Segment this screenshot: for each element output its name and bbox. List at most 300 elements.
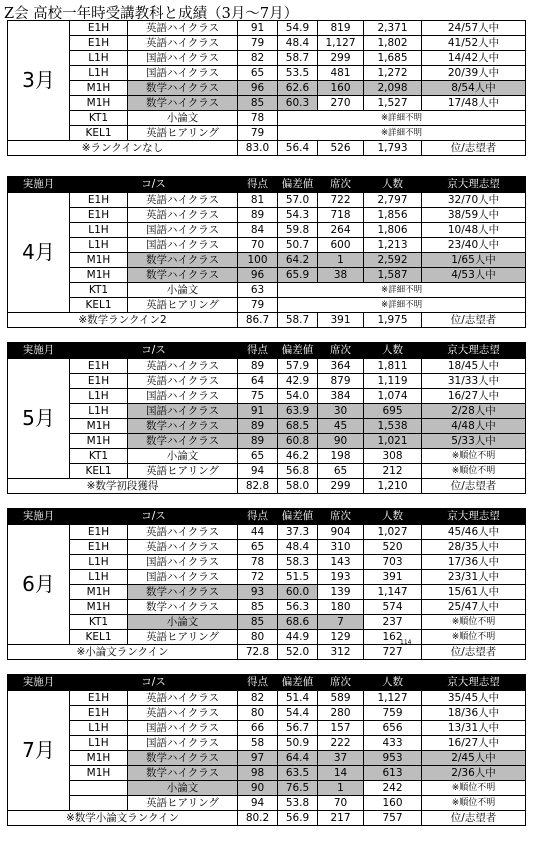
- note: ※詳細不明: [278, 298, 526, 313]
- stray-mark: 114: [400, 639, 412, 646]
- summary-cell: 526: [318, 141, 364, 156]
- kyoto-rank: 24/57人中: [422, 21, 526, 36]
- score: 65: [238, 66, 278, 81]
- examinees: 160: [364, 796, 422, 811]
- kyoto-rank: 32/70人中: [422, 193, 526, 208]
- examinees: 1,802: [364, 36, 422, 51]
- kyoto-rank: ※順位不明: [422, 615, 526, 630]
- score: 81: [238, 193, 278, 208]
- course-code: M1H: [70, 96, 128, 111]
- kyoto-rank: 17/48人中: [422, 96, 526, 111]
- course-code: E1H: [70, 691, 128, 706]
- table-row: [8, 630, 526, 645]
- course-name: 国語ハイクラス: [128, 223, 238, 238]
- rank: 722: [318, 193, 364, 208]
- course-code: L1H: [70, 223, 128, 238]
- course-code: E1H: [70, 193, 128, 208]
- rank: 1: [318, 781, 364, 796]
- rank: 90: [318, 434, 364, 449]
- summary-label: ※ランクインなし: [8, 141, 238, 156]
- deviation: 50.9: [278, 736, 318, 751]
- header-cell: 実施月: [8, 675, 70, 691]
- score: 70: [238, 238, 278, 253]
- course-name: 英語ハイクラス: [128, 193, 238, 208]
- table-row: [8, 811, 526, 826]
- course-name: 数学ハイクラス: [128, 268, 238, 283]
- deviation: 48.4: [278, 36, 318, 51]
- rank: 143: [318, 555, 364, 570]
- deviation: 57.0: [278, 193, 318, 208]
- course-name: 英語ハイクラス: [128, 540, 238, 555]
- examinees: 1,127: [364, 691, 422, 706]
- summary-cell: 位/志望者: [422, 645, 526, 660]
- rank: 139: [318, 585, 364, 600]
- course-code: KEL1: [70, 630, 128, 645]
- kyoto-rank: 2/28人中: [422, 404, 526, 419]
- course-name: 数学ハイクラス: [128, 253, 238, 268]
- deviation: 54.3: [278, 208, 318, 223]
- course-name: 英語ヒアリング: [128, 298, 238, 313]
- deviation: 57.9: [278, 359, 318, 374]
- score: 80: [238, 630, 278, 645]
- course-code: KEL1: [70, 464, 128, 479]
- course-code: M1H: [70, 766, 128, 781]
- course-code: L1H: [70, 570, 128, 585]
- course-code: KT1: [70, 449, 128, 464]
- rank: 180: [318, 600, 364, 615]
- deviation: 63.9: [278, 404, 318, 419]
- score: 96: [238, 81, 278, 96]
- deviation: 60.0: [278, 585, 318, 600]
- table-row: [8, 585, 526, 600]
- examinees: 2,592: [364, 253, 422, 268]
- table-row: [8, 374, 526, 389]
- kyoto-rank: 2/45人中: [422, 751, 526, 766]
- kyoto-rank: ※順位不明: [422, 781, 526, 796]
- course-name: 国語ハイクラス: [128, 555, 238, 570]
- kyoto-rank: 15/61人中: [422, 585, 526, 600]
- month-table-5: [7, 674, 526, 826]
- course-code: E1H: [70, 706, 128, 721]
- deviation: 56.8: [278, 464, 318, 479]
- table-row: [8, 141, 526, 156]
- score: 82: [238, 691, 278, 706]
- table-row: [8, 81, 526, 96]
- header-cell: 席次: [318, 675, 364, 691]
- rank: 37: [318, 751, 364, 766]
- examinees: 237: [364, 615, 422, 630]
- examinees: 1,021: [364, 434, 422, 449]
- deviation: 51.5: [278, 570, 318, 585]
- month-label: 6月: [8, 525, 70, 645]
- table-row: [8, 525, 526, 540]
- course-name: 数学ハイクラス: [128, 585, 238, 600]
- course-name: 英語ハイクラス: [128, 525, 238, 540]
- score: 94: [238, 464, 278, 479]
- deviation: 68.6: [278, 615, 318, 630]
- month-table-3: [7, 342, 526, 494]
- examinees: 1,213: [364, 238, 422, 253]
- course-code: KT1: [70, 111, 128, 126]
- table-row: [8, 268, 526, 283]
- rank: 65: [318, 464, 364, 479]
- course-code: E1H: [70, 208, 128, 223]
- course-name: 数学ハイクラス: [128, 96, 238, 111]
- score: 79: [238, 36, 278, 51]
- rank: 45: [318, 419, 364, 434]
- examinees: 242: [364, 781, 422, 796]
- month-table-1: [7, 20, 526, 156]
- summary-cell: 1,793: [364, 141, 422, 156]
- deviation: 63.5: [278, 766, 318, 781]
- table-row: [8, 781, 526, 796]
- course-name: 国語ハイクラス: [128, 389, 238, 404]
- score: 84: [238, 223, 278, 238]
- examinees: 1,027: [364, 525, 422, 540]
- deviation: 46.2: [278, 449, 318, 464]
- rank: 157: [318, 721, 364, 736]
- course-name: 国語ハイクラス: [128, 736, 238, 751]
- examinees: 613: [364, 766, 422, 781]
- examinees: 1,538: [364, 419, 422, 434]
- examinees: 162: [364, 630, 422, 645]
- deviation: 60.3: [278, 96, 318, 111]
- course-name: 小論文: [128, 781, 238, 796]
- examinees: 2,098: [364, 81, 422, 96]
- examinees: 433: [364, 736, 422, 751]
- table-row: [8, 766, 526, 781]
- table-row: [8, 389, 526, 404]
- header-row: [8, 177, 526, 193]
- kyoto-rank: 23/40人中: [422, 238, 526, 253]
- summary-cell: 80.2: [238, 811, 278, 826]
- score: 93: [238, 585, 278, 600]
- deviation: 76.5: [278, 781, 318, 796]
- deviation: 68.5: [278, 419, 318, 434]
- course-name: 英語ヒアリング: [128, 126, 238, 141]
- header-cell: 人数: [364, 509, 422, 525]
- rank: 904: [318, 525, 364, 540]
- rank: 310: [318, 540, 364, 555]
- course-code: M1H: [70, 81, 128, 96]
- table-row: [8, 223, 526, 238]
- course-code: [70, 796, 128, 811]
- table-row: [8, 691, 526, 706]
- course-name: 国語ハイクラス: [128, 570, 238, 585]
- header-cell: 偏差値: [278, 509, 318, 525]
- course-code: KEL1: [70, 126, 128, 141]
- rank: 299: [318, 51, 364, 66]
- rank: 14: [318, 766, 364, 781]
- examinees: 695: [364, 404, 422, 419]
- month-label: 5月: [8, 359, 70, 479]
- month-table-2: [7, 176, 526, 328]
- deviation: 59.8: [278, 223, 318, 238]
- kyoto-rank: 31/33人中: [422, 374, 526, 389]
- summary-cell: 83.0: [238, 141, 278, 156]
- summary-cell: 1,975: [364, 313, 422, 328]
- score: 85: [238, 615, 278, 630]
- score: 98: [238, 766, 278, 781]
- kyoto-rank: 2/36人中: [422, 766, 526, 781]
- course-code: L1H: [70, 51, 128, 66]
- course-name: 英語ハイクラス: [128, 359, 238, 374]
- rank: 589: [318, 691, 364, 706]
- summary-cell: 56.9: [278, 811, 318, 826]
- kyoto-rank: 35/45人中: [422, 691, 526, 706]
- header-cell: コ/ス: [70, 675, 238, 691]
- header-cell: コ/ス: [70, 509, 238, 525]
- kyoto-rank: 16/27人中: [422, 736, 526, 751]
- kyoto-rank: 8/54人中: [422, 81, 526, 96]
- deviation: 62.6: [278, 81, 318, 96]
- kyoto-rank: 4/48人中: [422, 419, 526, 434]
- page-title: Z会 高校一年時受講教科と成績（3月〜7月）: [4, 6, 299, 22]
- summary-cell: 217: [318, 811, 364, 826]
- table-row: [8, 570, 526, 585]
- kyoto-rank: ※順位不明: [422, 630, 526, 645]
- table-row: [8, 600, 526, 615]
- table-row: [8, 298, 526, 313]
- table-row: [8, 434, 526, 449]
- course-code: M1H: [70, 600, 128, 615]
- summary-cell: 位/志望者: [422, 479, 526, 494]
- course-name: 英語ヒアリング: [128, 630, 238, 645]
- summary-cell: 86.7: [238, 313, 278, 328]
- header-cell: 席次: [318, 177, 364, 193]
- table-row: [8, 253, 526, 268]
- examinees: 1,527: [364, 96, 422, 111]
- examinees: 953: [364, 751, 422, 766]
- score: 96: [238, 268, 278, 283]
- table-row: [8, 464, 526, 479]
- course-name: 英語ハイクラス: [128, 36, 238, 51]
- score: 78: [238, 111, 278, 126]
- kyoto-rank: 23/31人中: [422, 570, 526, 585]
- table-row: [8, 404, 526, 419]
- examinees: 2,797: [364, 193, 422, 208]
- header-cell: 実施月: [8, 343, 70, 359]
- header-cell: 偏差値: [278, 177, 318, 193]
- course-name: 国語ハイクラス: [128, 238, 238, 253]
- table-row: [8, 419, 526, 434]
- rank: 160: [318, 81, 364, 96]
- course-code: M1H: [70, 751, 128, 766]
- table-row: [8, 96, 526, 111]
- kyoto-rank: 17/36人中: [422, 555, 526, 570]
- note: ※詳細不明: [278, 126, 526, 141]
- rank: 819: [318, 21, 364, 36]
- kyoto-rank: 28/35人中: [422, 540, 526, 555]
- course-name: 英語ヒアリング: [128, 796, 238, 811]
- kyoto-rank: ※順位不明: [422, 796, 526, 811]
- header-cell: 席次: [318, 343, 364, 359]
- summary-cell: 1,210: [364, 479, 422, 494]
- score: 72: [238, 570, 278, 585]
- course-code: [70, 781, 128, 796]
- score: 89: [238, 359, 278, 374]
- summary-cell: 727: [364, 645, 422, 660]
- course-code: E1H: [70, 374, 128, 389]
- examinees: 1,272: [364, 66, 422, 81]
- score: 63: [238, 283, 278, 298]
- header-cell: 京大理志望: [422, 509, 526, 525]
- kyoto-rank: 4/53人中: [422, 268, 526, 283]
- summary-cell: 位/志望者: [422, 811, 526, 826]
- deviation: 54.0: [278, 389, 318, 404]
- kyoto-rank: 25/47人中: [422, 600, 526, 615]
- examinees: 703: [364, 555, 422, 570]
- deviation: 58.3: [278, 555, 318, 570]
- summary-cell: 58.7: [278, 313, 318, 328]
- header-cell: 実施月: [8, 177, 70, 193]
- deviation: 48.4: [278, 540, 318, 555]
- course-name: 英語ヒアリング: [128, 464, 238, 479]
- course-code: L1H: [70, 736, 128, 751]
- course-code: L1H: [70, 238, 128, 253]
- course-code: E1H: [70, 359, 128, 374]
- header-row: [8, 343, 526, 359]
- examinees: 212: [364, 464, 422, 479]
- score: 85: [238, 96, 278, 111]
- kyoto-rank: 10/48人中: [422, 223, 526, 238]
- examinees: 2,371: [364, 21, 422, 36]
- table-row: [8, 21, 526, 36]
- summary-cell: 312: [318, 645, 364, 660]
- examinees: 391: [364, 570, 422, 585]
- deviation: 44.9: [278, 630, 318, 645]
- examinees: 759: [364, 706, 422, 721]
- header-cell: 人数: [364, 343, 422, 359]
- examinees: 656: [364, 721, 422, 736]
- header-cell: 得点: [238, 177, 278, 193]
- score: 65: [238, 449, 278, 464]
- course-code: L1H: [70, 389, 128, 404]
- table-row: [8, 796, 526, 811]
- rank: 129: [318, 630, 364, 645]
- course-code: M1H: [70, 419, 128, 434]
- summary-cell: 58.0: [278, 479, 318, 494]
- header-cell: 人数: [364, 177, 422, 193]
- score: 89: [238, 208, 278, 223]
- table-row: [8, 751, 526, 766]
- course-name: 小論文: [128, 283, 238, 298]
- header-cell: 得点: [238, 343, 278, 359]
- course-code: L1H: [70, 66, 128, 81]
- score: 66: [238, 721, 278, 736]
- header-cell: 席次: [318, 509, 364, 525]
- rank: 384: [318, 389, 364, 404]
- examinees: 308: [364, 449, 422, 464]
- course-name: 小論文: [128, 111, 238, 126]
- deviation: 42.9: [278, 374, 318, 389]
- rank: 264: [318, 223, 364, 238]
- kyoto-rank: 18/45人中: [422, 359, 526, 374]
- table-row: [8, 615, 526, 630]
- course-code: KT1: [70, 283, 128, 298]
- deviation: 53.5: [278, 66, 318, 81]
- score: 82: [238, 51, 278, 66]
- table-row: [8, 283, 526, 298]
- score: 90: [238, 781, 278, 796]
- course-code: L1H: [70, 404, 128, 419]
- header-cell: コ/ス: [70, 343, 238, 359]
- summary-cell: 52.0: [278, 645, 318, 660]
- course-code: M1H: [70, 253, 128, 268]
- summary-cell: 72.8: [238, 645, 278, 660]
- rank: 1: [318, 253, 364, 268]
- note: ※詳細不明: [278, 283, 526, 298]
- course-name: 数学ハイクラス: [128, 419, 238, 434]
- course-code: M1H: [70, 268, 128, 283]
- summary-cell: 位/志望者: [422, 141, 526, 156]
- examinees: 1,147: [364, 585, 422, 600]
- kyoto-rank: 14/42人中: [422, 51, 526, 66]
- kyoto-rank: ※順位不明: [422, 449, 526, 464]
- rank: 879: [318, 374, 364, 389]
- note: ※詳細不明: [278, 111, 526, 126]
- table-row: [8, 555, 526, 570]
- summary-cell: 391: [318, 313, 364, 328]
- summary-cell: 56.4: [278, 141, 318, 156]
- examinees: 1,856: [364, 208, 422, 223]
- score: 85: [238, 600, 278, 615]
- kyoto-rank: 45/46人中: [422, 525, 526, 540]
- course-name: 小論文: [128, 449, 238, 464]
- header-cell: 偏差値: [278, 343, 318, 359]
- examinees: 1,685: [364, 51, 422, 66]
- course-name: 英語ハイクラス: [128, 208, 238, 223]
- course-name: 英語ハイクラス: [128, 706, 238, 721]
- header-row: [8, 509, 526, 525]
- table-row: [8, 193, 526, 208]
- table-row: [8, 36, 526, 51]
- examinees: 1,074: [364, 389, 422, 404]
- kyoto-rank: 18/36人中: [422, 706, 526, 721]
- examinees: 520: [364, 540, 422, 555]
- month-table-4: [7, 508, 526, 660]
- table-row: [8, 645, 526, 660]
- rank: 364: [318, 359, 364, 374]
- kyoto-rank: 38/59人中: [422, 208, 526, 223]
- course-code: L1H: [70, 555, 128, 570]
- score: 80: [238, 706, 278, 721]
- rank: 38: [318, 268, 364, 283]
- header-row: [8, 675, 526, 691]
- table-row: [8, 66, 526, 81]
- course-code: M1H: [70, 434, 128, 449]
- deviation: 51.4: [278, 691, 318, 706]
- header-cell: 偏差値: [278, 675, 318, 691]
- score: 58: [238, 736, 278, 751]
- examinees: 1,119: [364, 374, 422, 389]
- course-name: 数学ハイクラス: [128, 434, 238, 449]
- header-cell: 京大理志望: [422, 343, 526, 359]
- deviation: 50.7: [278, 238, 318, 253]
- table-row: [8, 238, 526, 253]
- deviation: 64.2: [278, 253, 318, 268]
- course-code: L1H: [70, 721, 128, 736]
- month-label: 4月: [8, 193, 70, 313]
- score: 100: [238, 253, 278, 268]
- deviation: 54.4: [278, 706, 318, 721]
- course-name: 数学ハイクラス: [128, 751, 238, 766]
- table-row: [8, 540, 526, 555]
- score: 97: [238, 751, 278, 766]
- score: 94: [238, 796, 278, 811]
- rank: 280: [318, 706, 364, 721]
- rank: 198: [318, 449, 364, 464]
